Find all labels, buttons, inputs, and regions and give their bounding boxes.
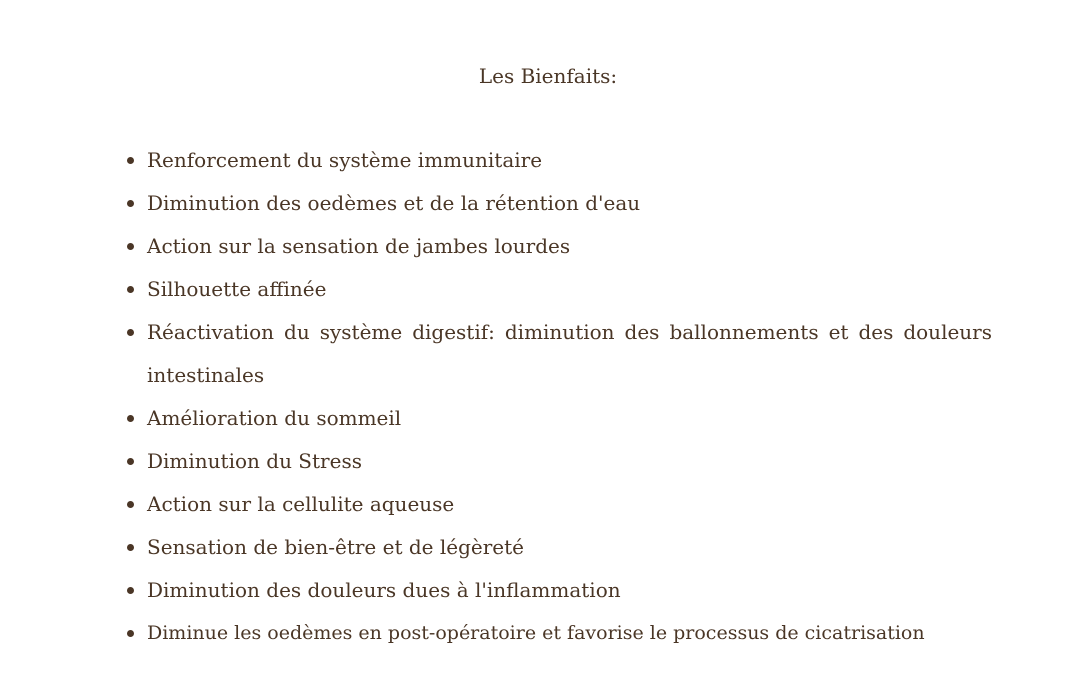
list-item: Renforcement du système immunitaire: [147, 139, 992, 182]
list-item: Diminue les oedèmes en post-opératoire et favorise le processus de cicatrisation: [147, 612, 992, 655]
list-item: Amélioration du sommeil: [147, 397, 992, 440]
list-item: Diminution du Stress: [147, 440, 992, 483]
list-item: Diminution des douleurs dues à l'inflammation: [147, 569, 992, 612]
list-item: Réactivation du système digestif: diminution des ballonnements et des douleurs intestinales: [147, 311, 992, 397]
benefits-list: [147, 139, 992, 655]
list-item: Action sur la cellulite aqueuse: [147, 483, 992, 526]
list-item: Diminution des oedèmes et de la rétention d'eau: [147, 182, 992, 225]
list-item: Action sur la sensation de jambes lourdes: [147, 225, 992, 268]
list-item: Sensation de bien-être et de légèreté: [147, 526, 992, 569]
section-title: Les Bienfaits:: [478, 64, 618, 88]
list-item: Silhouette affinée: [147, 268, 992, 311]
